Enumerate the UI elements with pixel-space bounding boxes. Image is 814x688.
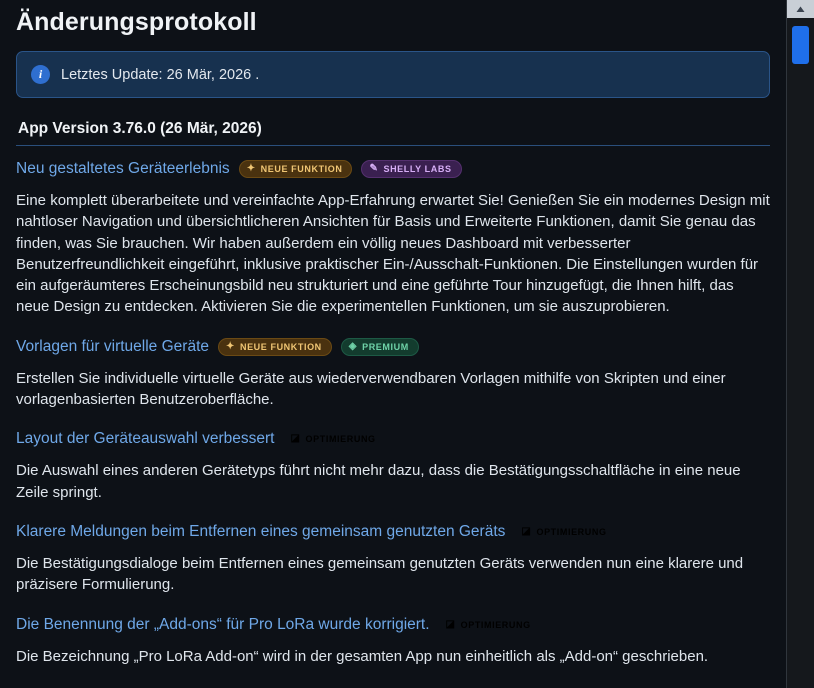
shield-icon: ◈	[348, 340, 358, 352]
tag-badge-feature	[239, 160, 353, 178]
tag-label: OPTIMIERUNG	[460, 619, 531, 630]
changelog-entry-title: Layout der Geräteauswahl verbessert	[16, 430, 275, 448]
changelog-entry-header	[16, 616, 770, 634]
changelog-entry	[16, 338, 770, 411]
version-divider	[16, 145, 770, 146]
tag-badge-premium	[341, 338, 419, 356]
changelog-entry-header	[16, 523, 770, 541]
changelog-entry-body: Die Bestätigungsdialoge beim Entfernen eines gemeinsam genutzten Geräts verwenden nun eine klarere und präzisere Formulierung.	[16, 554, 744, 594]
tag-label: PREMIUM	[362, 341, 409, 352]
changelog-entry	[16, 430, 770, 503]
chart-icon: ◪	[521, 525, 532, 537]
changelog-entry-body: Erstellen Sie individuelle virtuelle Geräte aus wiederverwendbaren Vorlagen mithilfe von Skripten und einer vorlagenbasierten Benutzeroberfläche.	[16, 369, 726, 409]
changelog-entry-list	[16, 160, 770, 667]
tag-badge-improvement	[514, 524, 615, 540]
sparkle-icon: ✦	[226, 340, 235, 352]
scroll-up-arrow-icon[interactable]	[787, 0, 814, 18]
tag-label: OPTIMIERUNG	[305, 434, 376, 445]
tag-label: OPTIMIERUNG	[536, 526, 607, 537]
tag-label: NEUE FUNKTION	[239, 341, 322, 352]
tag-badge-improvement	[283, 431, 384, 447]
scrollbar-track[interactable]	[787, 18, 814, 688]
vertical-scrollbar[interactable]	[786, 0, 814, 688]
changelog-entry-body: Die Auswahl eines anderen Gerätetyps führt nicht mehr dazu, dass die Bestätigungsschaltfläche in eine neue Zeile springt.	[16, 462, 741, 501]
changelog-entry-title: Neu gestaltetes Geräteerlebnis	[16, 160, 230, 177]
chevron-up-icon	[796, 6, 805, 13]
tag-label: SHELLY LABS	[383, 164, 452, 174]
sparkle-icon: ✦	[246, 163, 256, 174]
changelog-entry	[16, 523, 770, 596]
tag-badge-labs	[361, 160, 461, 178]
last-update-text: Letztes Update: 26 Mär, 2026 .	[61, 66, 260, 83]
changelog-entry-header	[16, 430, 770, 448]
chart-icon: ◪	[290, 433, 301, 445]
flask-icon: ✎	[369, 163, 379, 174]
changelog-entry-body: Die Bezeichnung „Pro LoRa Add-on“ wird in der gesamten App nun einheitlich als „Add-on“ geschrieben.	[16, 647, 709, 665]
changelog-entry-header	[16, 160, 770, 178]
changelog-entry	[16, 160, 770, 318]
tag-label: NEUE FUNKTION	[260, 164, 343, 174]
version-heading: App Version 3.76.0 (26 Mär, 2026)	[18, 120, 262, 137]
scrollbar-thumb[interactable]	[792, 26, 809, 64]
tag-badge-improvement	[439, 617, 540, 633]
info-icon: i	[31, 65, 50, 84]
last-update-banner	[16, 51, 770, 98]
chart-icon: ◪	[445, 618, 456, 630]
tag-badge-feature	[218, 338, 332, 356]
changelog-entry-title: Klarere Meldungen beim Entfernen eines gemeinsam genutzten Geräts	[16, 522, 506, 540]
changelog-entry-title: Vorlagen für virtuelle Geräte	[16, 337, 209, 355]
changelog-entry-header	[16, 338, 770, 356]
changelog-entry-body: Eine komplett überarbeitete und vereinfachte App-Erfahrung erwartet Sie! Genießen Sie ein modernes Design mit nahtloser Navigation und übersichtlicheren Ansichten für Basis und Erweiterte Funktionen, damit Sie genau das finden, was Sie brauchen. Wir haben außerdem ein völlig neues Dashboard mit verbesserter Benutzerfreundlichkeit eingeführt, inklusive praktischer Ein-/Ausschalt-Funktionen. Die Einstellungen wurden für ein aufgeräumteres Erscheinungsbild neu strukturiert und eine geführte Tour hinzugefügt, die Ihnen hilft, das neue Design zu entdecken. Aktivieren Sie die experimentellen Funktionen, um sie auszuprobieren.	[16, 192, 770, 316]
page-title: Änderungsprotokoll	[16, 8, 257, 36]
changelog-entry-title: Die Benennung der „Add-ons“ für Pro LoRa wurde korrigiert.	[16, 615, 430, 633]
changelog-entry	[16, 616, 770, 667]
